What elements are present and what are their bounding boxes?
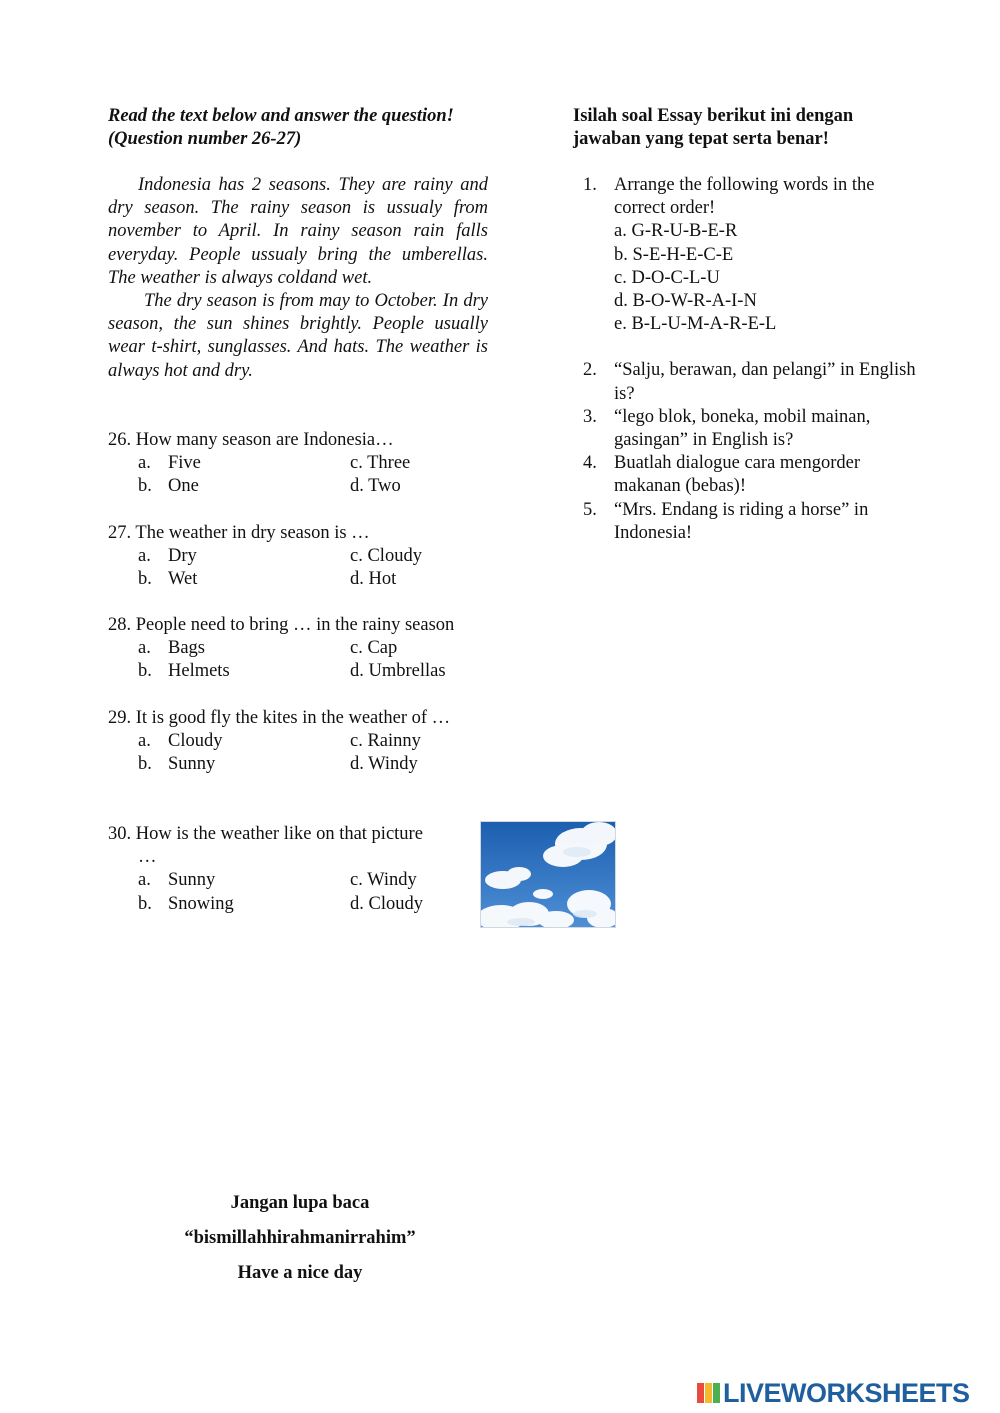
- question-stem: 28. People need to bring … in the rainy season: [108, 615, 455, 635]
- sky-clouds-picture: [480, 821, 616, 928]
- question-26: [108, 429, 411, 499]
- essay-item-number: 5.: [583, 499, 597, 520]
- option-a[interactable]: Sunny: [168, 870, 216, 891]
- option-c[interactable]: c. Windy: [350, 870, 417, 891]
- option-b-letter: b.: [138, 754, 152, 775]
- essay-item-1: [573, 174, 944, 336]
- essay-item-number: 1.: [583, 175, 597, 195]
- question-stem: 29. It is good fly the kites in the weather of …: [108, 708, 451, 728]
- option-a[interactable]: Dry: [168, 546, 197, 567]
- footer-line2: “bismillahhirahmanirrahim”: [184, 1228, 416, 1248]
- option-d[interactable]: d. Two: [350, 476, 401, 497]
- scramble-word-c: c. D-O-C-L-U: [614, 267, 720, 288]
- essay-item-number: 3.: [583, 406, 597, 427]
- question-28: [108, 614, 454, 684]
- essay-item-text: “lego blok, boneka, mobil mainan,: [614, 406, 871, 427]
- option-b[interactable]: Snowing: [168, 893, 234, 914]
- option-a-letter: a.: [138, 546, 151, 567]
- option-c[interactable]: c. Three: [350, 453, 411, 474]
- essay-item-text: “Mrs. Endang is riding a horse” in: [614, 499, 869, 520]
- liveworksheets-logo: [697, 1378, 970, 1408]
- question-stem: 27. The weather in dry season is …: [108, 523, 370, 543]
- question-29: [108, 707, 450, 777]
- footer-line1: Jangan lupa baca: [230, 1193, 370, 1213]
- option-b[interactable]: Wet: [168, 569, 198, 590]
- option-b-letter: b.: [138, 661, 152, 682]
- essay-item-number: 2.: [583, 360, 597, 381]
- option-a[interactable]: Five: [168, 453, 201, 474]
- option-d[interactable]: d. Hot: [350, 569, 397, 590]
- essay-item-text: gasingan” in English is?: [614, 430, 794, 451]
- option-a[interactable]: Cloudy: [168, 731, 223, 752]
- essay-item-text: correct order!: [614, 198, 716, 219]
- essay-item-4: [573, 452, 944, 498]
- question-27: [108, 522, 422, 592]
- option-a-letter: a.: [138, 870, 151, 891]
- passage-paragraph-1: Indonesia has 2 seasons. They are rainy and dry season. The rainy season is ussualy from november to April. In rainy season rain falls everyday. People ussualy bring the umberellas. The weather is always coldand wet.: [108, 175, 488, 288]
- option-b[interactable]: Sunny: [168, 754, 216, 775]
- question-stem-continuation: …: [138, 847, 157, 868]
- scramble-word-a: a. G-R-U-B-E-R: [614, 221, 738, 242]
- essay-item-text: “Salju, berawan, dan pelangi” in English: [614, 360, 916, 381]
- scramble-word-b: b. S-E-H-E-C-E: [614, 244, 734, 265]
- question-stem: 26. How many season are Indonesia…: [108, 430, 394, 450]
- option-b-letter: b.: [138, 569, 152, 590]
- scramble-word-d: d. B-O-W-R-A-I-N: [614, 291, 757, 312]
- essay-list: [573, 174, 944, 545]
- option-b-letter: b.: [138, 476, 152, 497]
- liveworksheets-logo-icon: [697, 1381, 721, 1405]
- footer-line3: Have a nice day: [237, 1263, 363, 1283]
- cloud-image: [481, 822, 615, 927]
- essay-item-2: [573, 359, 944, 405]
- option-a-letter: a.: [138, 731, 151, 752]
- option-c[interactable]: c. Cap: [350, 638, 398, 659]
- essay-item-5: [573, 499, 944, 545]
- option-d[interactable]: d. Windy: [350, 754, 418, 775]
- option-b[interactable]: One: [168, 476, 199, 497]
- essay-heading-line2: jawaban yang tepat serta benar!: [573, 129, 829, 149]
- option-a-letter: a.: [138, 638, 151, 659]
- essay-heading-line1: Isilah soal Essay berikut ini dengan: [573, 106, 854, 126]
- essay-item-text: Arrange the following words in the: [614, 175, 875, 195]
- option-b[interactable]: Helmets: [168, 661, 230, 682]
- option-c[interactable]: c. Cloudy: [350, 546, 422, 567]
- scramble-word-e: e. B-L-U-M-A-R-E-L: [614, 314, 777, 335]
- essay-item-text: is?: [614, 383, 635, 404]
- option-b-letter: b.: [138, 893, 152, 914]
- essay-item-text: makanan (bebas)!: [614, 476, 747, 497]
- instruction-line1: Read the text below and answer the question!: [108, 106, 454, 126]
- option-d[interactable]: d. Cloudy: [350, 893, 423, 914]
- option-a[interactable]: Bags: [168, 638, 205, 659]
- option-c[interactable]: c. Rainny: [350, 731, 421, 752]
- question-30: [108, 823, 423, 916]
- question-stem: 30. How is the weather like on that picture: [108, 824, 423, 844]
- option-a-letter: a.: [138, 453, 151, 474]
- passage-paragraph-2: The dry season is from may to October. In dry season, the sun shines brightly. People usually wear t-shirt, sunglasses. And hats. The weather is always hot and dry.: [108, 291, 488, 381]
- option-d[interactable]: d. Umbrellas: [350, 661, 446, 682]
- reading-passage: [108, 174, 488, 383]
- essay-item-text: Buatlah dialogue cara mengorder: [614, 453, 861, 474]
- brand-name: LIVEWORKSHEETS: [723, 1377, 970, 1408]
- instruction-line2: (Question number 26-27): [108, 129, 302, 149]
- essay-item-3: [573, 406, 944, 452]
- essay-item-number: 4.: [583, 453, 597, 474]
- essay-item-text: Indonesia!: [614, 522, 693, 543]
